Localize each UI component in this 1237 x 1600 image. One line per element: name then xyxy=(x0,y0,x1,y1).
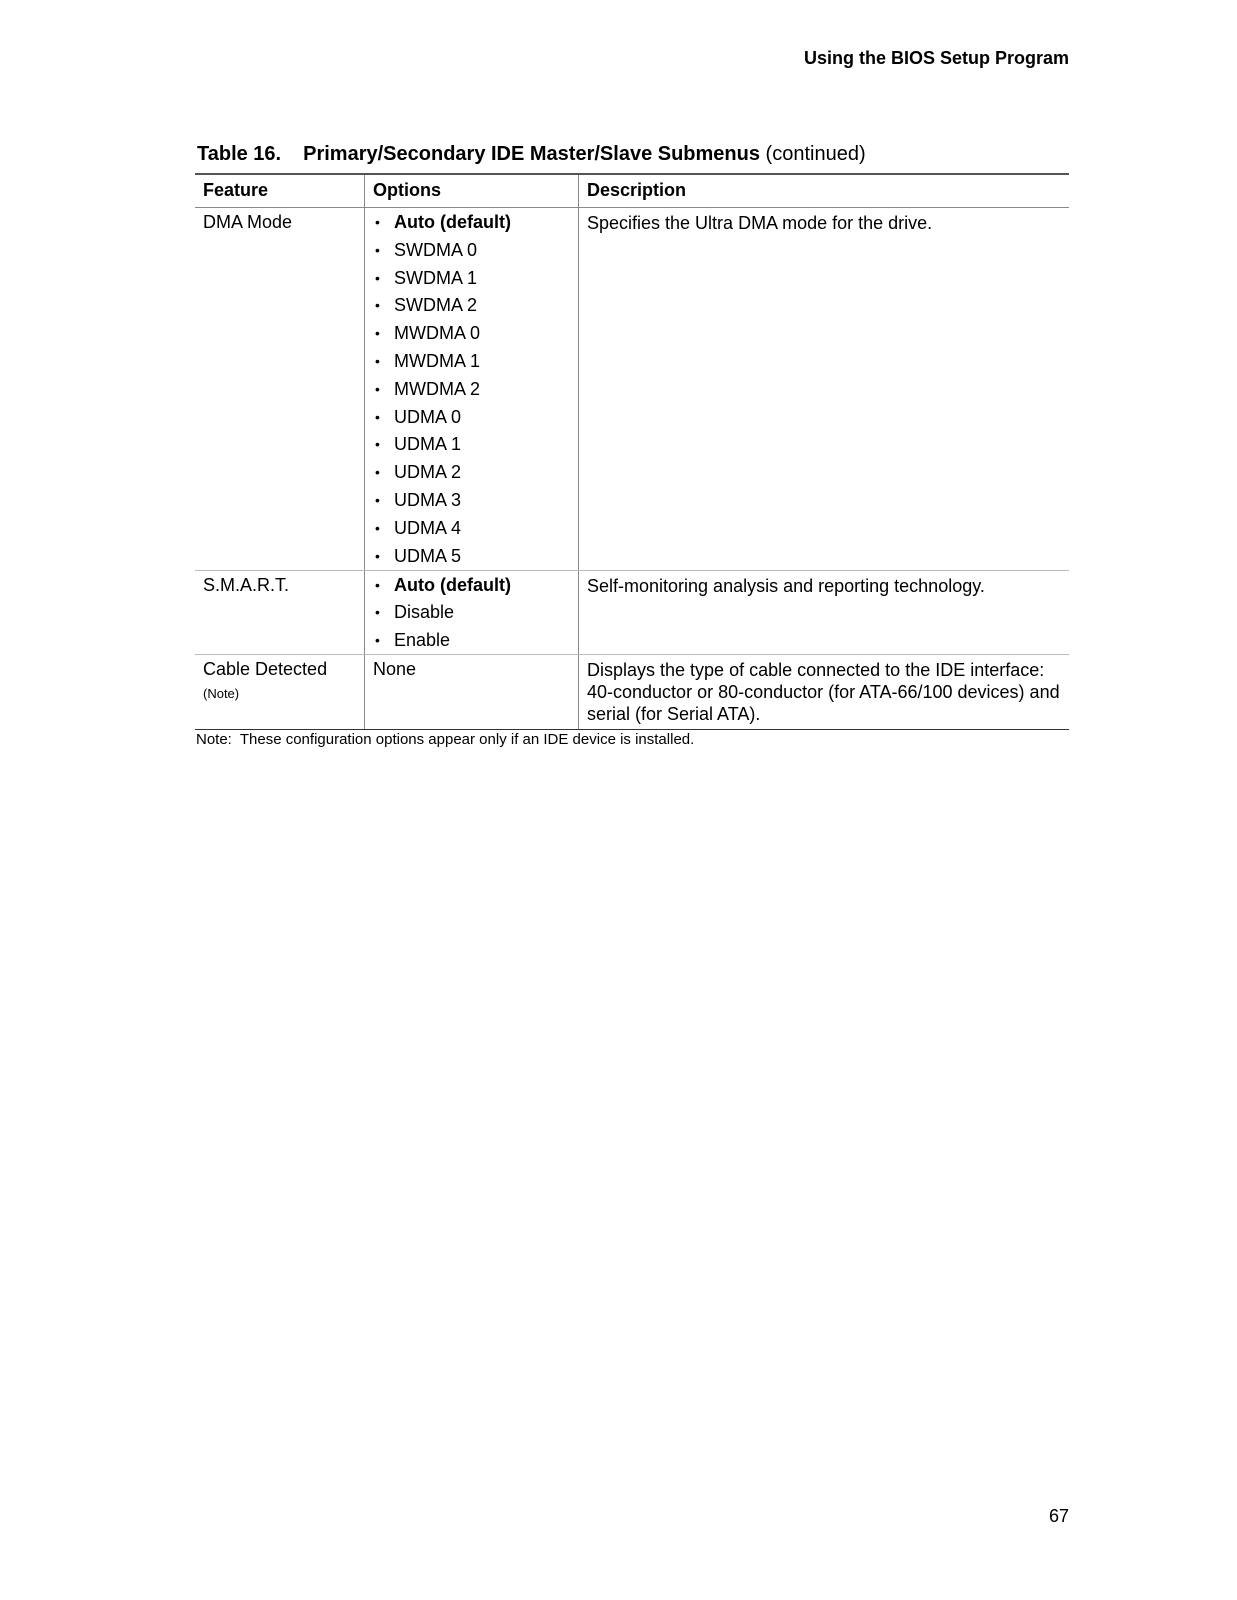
header-description: Description xyxy=(579,174,1070,208)
bullet-icon: • xyxy=(375,436,380,453)
option-label: UDMA 2 xyxy=(394,462,462,483)
bullet-icon: • xyxy=(375,214,380,230)
page-number: 67 xyxy=(1048,1506,1069,1526)
option-item xyxy=(373,323,570,351)
option-item xyxy=(373,351,570,379)
option-label: MWDMA 1 xyxy=(394,350,481,371)
description-cell: Specifies the Ultra DMA mode for the drive. xyxy=(579,208,1070,571)
option-item xyxy=(373,546,570,566)
option-label: Auto (default) xyxy=(394,212,511,232)
options-cell: None xyxy=(365,655,579,730)
option-label: Disable xyxy=(394,602,455,623)
option-item xyxy=(373,212,570,240)
bullet-icon: • xyxy=(375,632,380,649)
table-row xyxy=(195,655,1069,730)
header-options: Options xyxy=(365,174,579,208)
bullet-icon: • xyxy=(375,241,380,258)
feature-cell: DMA Mode xyxy=(195,208,365,571)
option-item xyxy=(373,240,570,268)
option-item xyxy=(373,295,570,323)
description-cell: Displays the type of cable connected to the IDE interface: 40-conductor or 80-conductor (for ATA-66/100 devices) and serial (for Serial ATA). xyxy=(579,655,1070,730)
bullet-icon: • xyxy=(375,519,380,536)
bullet-icon: • xyxy=(375,547,380,564)
option-item xyxy=(373,268,570,296)
option-label: MWDMA 0 xyxy=(394,323,481,344)
option-label: UDMA 1 xyxy=(394,434,462,455)
option-label: UDMA 3 xyxy=(394,489,462,510)
bullet-icon: • xyxy=(375,352,380,369)
feature-cell: S.M.A.R.T. xyxy=(195,570,365,655)
option-label: Enable xyxy=(394,630,451,651)
description-cell: Self-monitoring analysis and reporting technology. xyxy=(579,570,1070,655)
option-label: UDMA 4 xyxy=(394,517,462,538)
option-label: MWDMA 2 xyxy=(394,378,481,399)
option-item xyxy=(373,575,570,603)
option-item xyxy=(373,434,570,462)
option-label: UDMA 5 xyxy=(394,545,462,566)
table-continued: (continued) xyxy=(765,143,866,165)
table-title: Primary/Secondary IDE Master/Slave Submenus xyxy=(303,143,760,165)
running-header: Using the BIOS Setup Program xyxy=(803,48,1069,68)
note-reference: (Note) xyxy=(203,686,240,702)
option-label: UDMA 0 xyxy=(394,406,462,427)
option-item xyxy=(373,602,570,630)
option-item xyxy=(373,630,570,650)
feature-cell xyxy=(195,655,365,730)
bullet-icon: • xyxy=(375,380,380,397)
option-label: SWDMA 0 xyxy=(394,239,478,260)
option-item xyxy=(373,462,570,490)
table-row xyxy=(195,208,1069,571)
table-caption xyxy=(197,143,866,166)
bullet-icon: • xyxy=(375,297,380,314)
bullet-icon: • xyxy=(375,269,380,286)
options-list xyxy=(373,212,570,566)
options-cell xyxy=(365,570,579,655)
feature-label: Cable Detected xyxy=(203,659,328,680)
bullet-icon: • xyxy=(375,325,380,342)
option-item xyxy=(373,518,570,546)
header-row xyxy=(195,174,1069,208)
header-feature: Feature xyxy=(195,174,365,208)
bullet-icon: • xyxy=(375,408,380,425)
bullet-icon: • xyxy=(375,464,380,481)
footnote-label: Note: xyxy=(196,731,232,748)
footnote-text: These configuration options appear only if an IDE device is installed. xyxy=(239,731,695,748)
spec-table xyxy=(195,173,1069,730)
bullet-icon: • xyxy=(375,604,380,621)
bullet-icon: • xyxy=(375,576,380,593)
table-row xyxy=(195,570,1069,655)
option-item xyxy=(373,379,570,407)
options-list xyxy=(373,575,570,651)
option-item xyxy=(373,407,570,435)
bullet-icon: • xyxy=(375,491,380,508)
option-label: SWDMA 2 xyxy=(394,295,478,316)
option-label: Auto (default) xyxy=(394,574,511,595)
option-item xyxy=(373,490,570,518)
table-footnote xyxy=(196,731,694,748)
option-label: SWDMA 1 xyxy=(394,267,478,288)
options-cell xyxy=(365,208,579,571)
table-number: Table 16. xyxy=(197,143,282,165)
